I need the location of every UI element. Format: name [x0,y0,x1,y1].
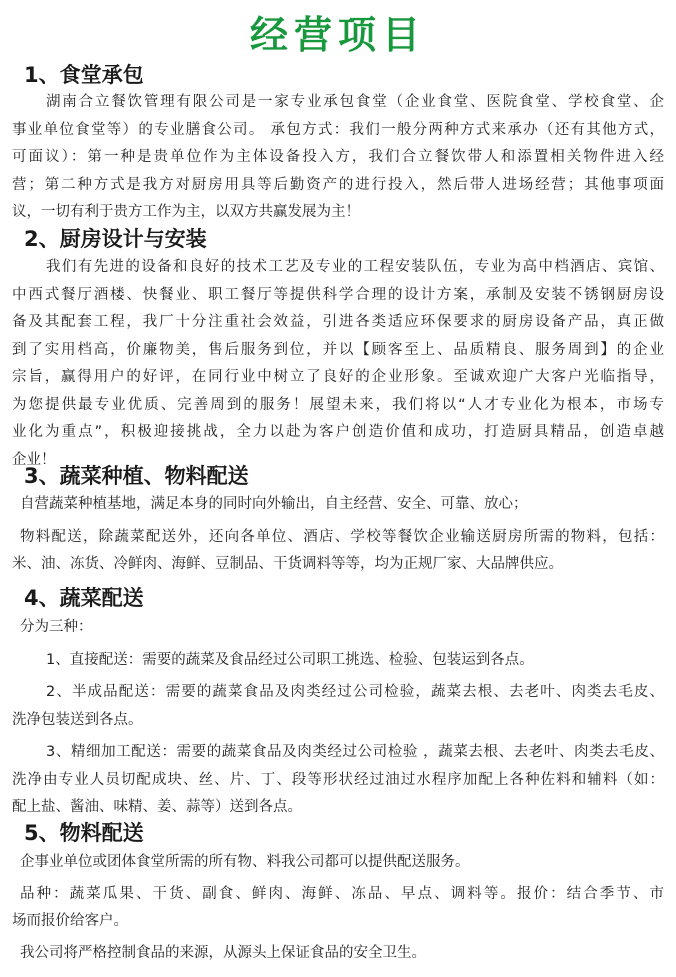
section-heading-kitchen: 2、厨房设计与安装 [24,227,207,251]
text-line: 配上盐、酱油、味精、姜、蒜等）送到各点。 [12,799,302,815]
text-line: 洗净由专业人员切配成块、丝、片、丁、段等形状经过油过水程序加配上各种佐料和辅料（如： [12,771,664,788]
list-item: 3、精细加工配送：需要的蔬菜食品及肉类经过公司检验 ，蔬菜去根、去老叶、肉类去毛皮、 [46,744,664,760]
section-heading-vegetable-delivery: 4、蔬菜配送 [24,586,144,610]
text-line: 企事业单位或团体食堂所需的所有物、料我公司都可以提供配送服务。 [20,854,470,870]
text-line: 湖南合立餐饮管理有限公司是一家专业承包食堂（企业食堂、医院食堂、学校食堂、企 [46,94,664,110]
section-body-vegetable-delivery [12,614,664,822]
section-heading-canteen: 1、食堂承包 [24,63,144,87]
text-line: 备及其配套工程，我厂十分注重社会效益，引进各类适应环保要求的厨房设备产品，真正做 [12,314,664,330]
text-line: 分为三种： [20,619,93,635]
page-title: 经营项目 [249,13,426,57]
text-line: 为您提供最专业优质、完善周到的服务！展望未来，我们将以“人才专业化为根本，市场专 [12,396,664,413]
section-body-vegetable-planting [12,491,664,579]
text-line: 企业！ [12,451,56,468]
text-line: 到了实用档高，价廉物美，售后服务到位，并以【顾客至上、品质精良、服务周到】的企业 [12,341,664,358]
text-line: 可面议）：第一种是贵单位作为主体设备投入方，我们合立餐饮带人和添置相关物件进入经 [12,149,664,165]
text-line: 我们有先进的设备和良好的技术工艺及专业的工程安装队伍，专业为高中档酒店、宾馆、 [46,259,664,275]
text-line: 议，一切有利于贵方工作为主，以双方共赢发展为主！ [12,204,360,220]
text-line: 洗净包装送到各点。 [12,711,143,728]
section-heading-material-delivery: 5、物料配送 [24,821,144,845]
section-body-canteen [12,89,664,227]
text-line: 我公司将严格控制食品的来源，从源头上保证食品的安全卫生。 [20,944,426,961]
text-line: 业化为重点”，积极迎接挑战，全力以赴为客户创造价值和成功，打造厨具精品，创造卓越 [12,424,664,440]
text-line: 宗旨，赢得用户的好评，在同行业中树立了良好的企业形象。至诚欢迎广大客户光临指导， [12,369,664,385]
text-line: 品种：蔬菜瓜果、干货、副食、鲜肉、海鲜、冻品、早点、调料等。报价：结合季节、市 [20,885,664,902]
list-item: 1、直接配送：需要的蔬菜及食品经过公司职工挑选、检验、包装运到各点。 [46,651,534,668]
section-body-material-delivery [12,849,664,967]
text-line: 中西式餐厅酒楼、快餐业、职工餐厅等提供科学合理的设计方案，承制及安装不锈钢厨房设 [12,286,664,303]
text-line: 营；第二种方式是我方对厨房用具等后勤资产的进行投入，然后带人进场经营；其他事项面 [12,176,664,193]
text-line: 事业单位食堂等）的专业膳食公司。 承包方式：我们一般分两种方式来承办（还有其他方式， [12,121,664,138]
text-line: 自营蔬菜种植基地，满足本身的同时向外输出，自主经营、安全、可靠、放心； [20,496,528,512]
section-body-kitchen [12,254,664,474]
text-line: 物料配送，除蔬菜配送外，还向各单位、酒店、学校等餐饮企业输送厨房所需的物料，包括： [20,528,664,545]
section-heading-vegetable-planting: 3、蔬菜种植、物料配送 [24,464,249,488]
text-line: 场而报价给客户。 [12,913,128,929]
text-line: 米、油、冻货、冷鲜肉、海鲜、豆制品、干货调料等等，均为正规厂家、大品牌供应。 [12,556,563,572]
list-item: 2、半成品配送：需要的蔬菜食品及肉类经过公司检验，蔬菜去根、去老叶、肉类去毛皮、 [46,684,664,700]
